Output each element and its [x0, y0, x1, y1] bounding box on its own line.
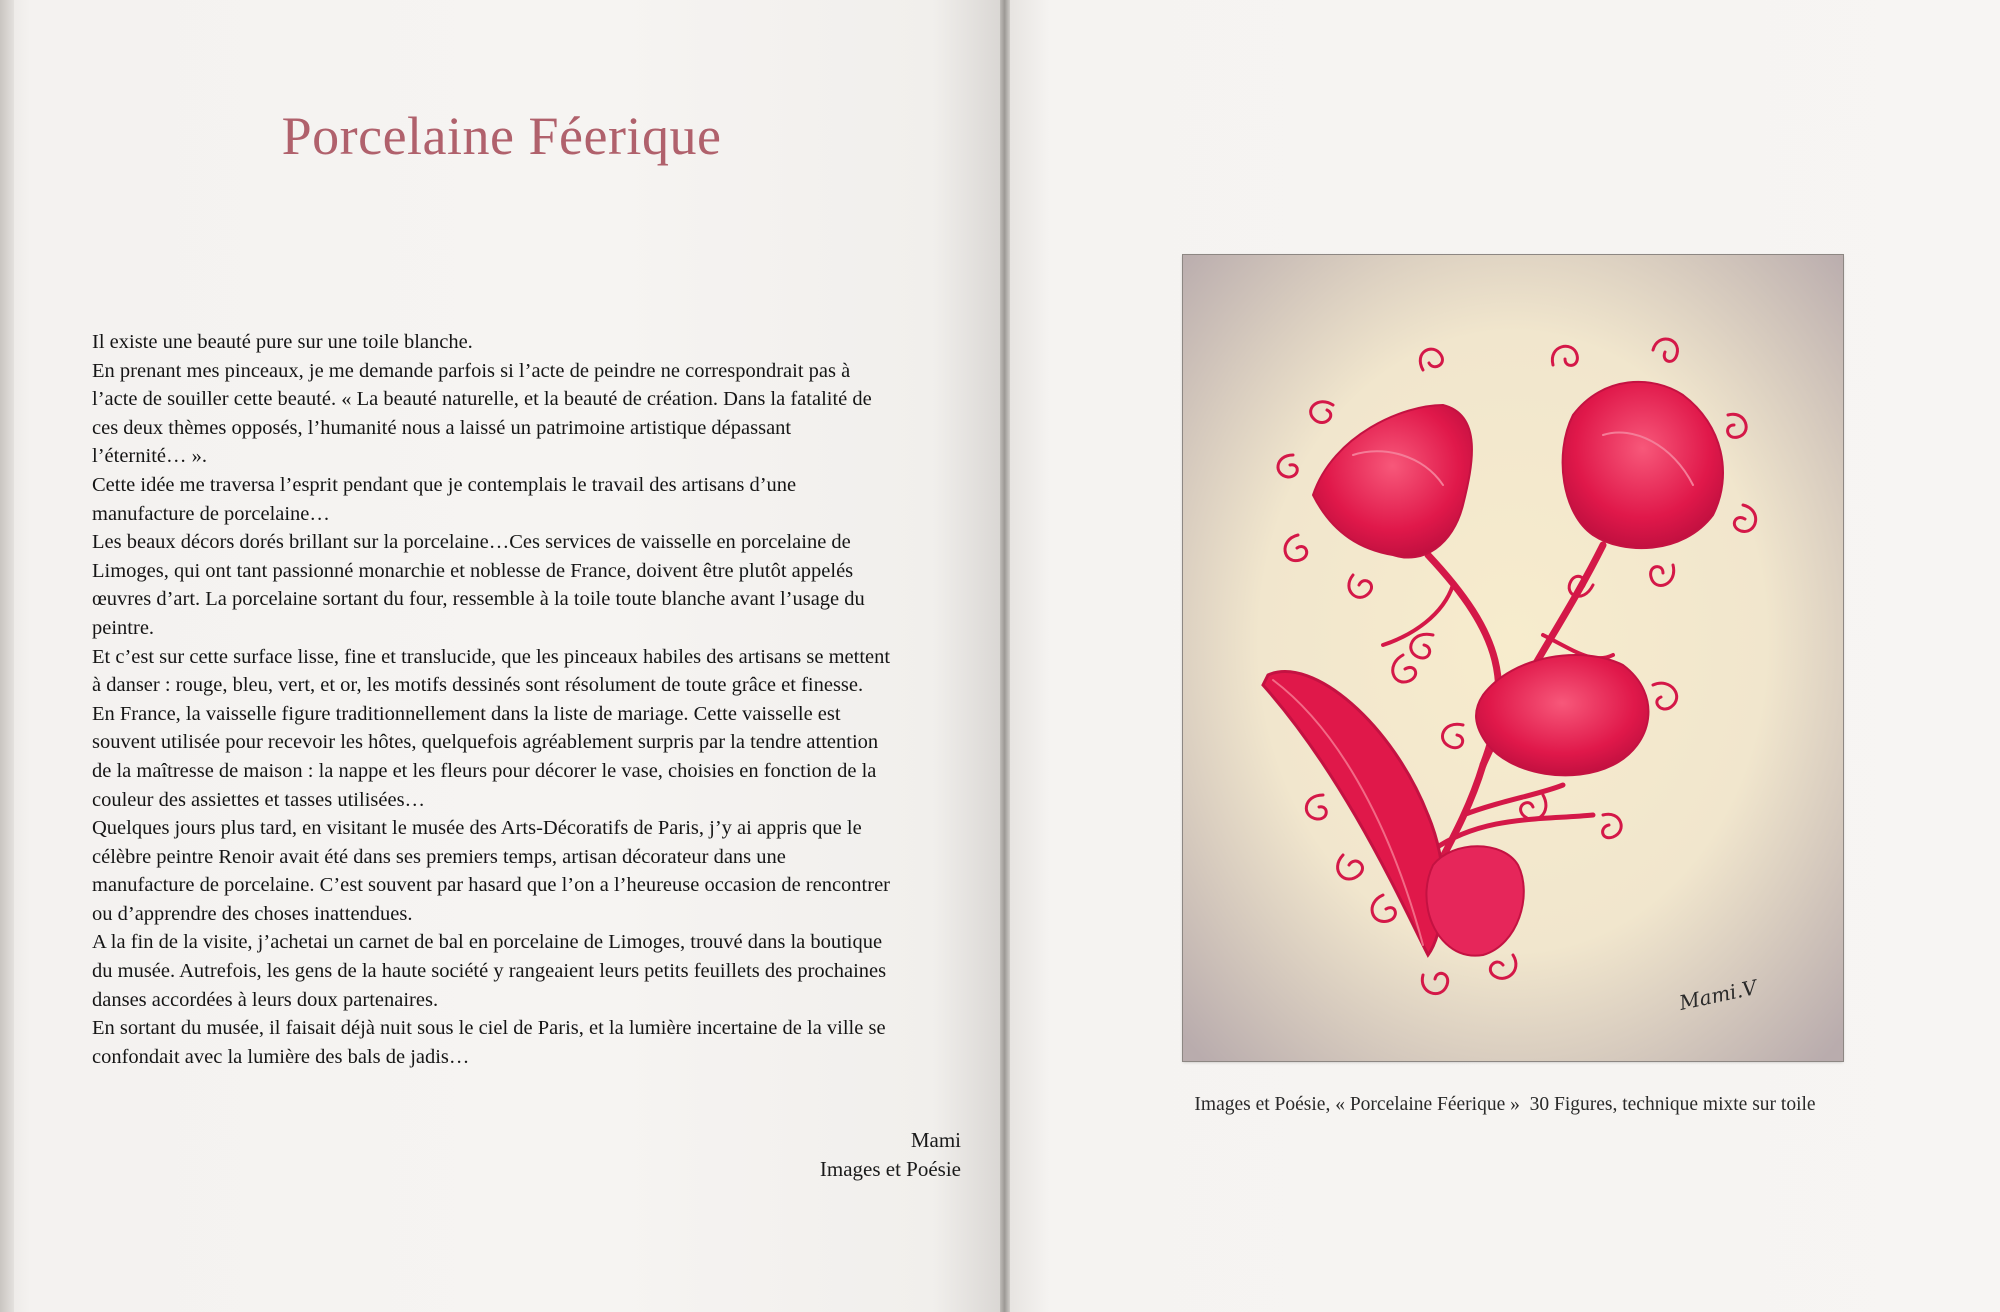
text-line: œuvres d’art. La porcelaine sortant du four, ressemble à la toile toute blanche avant l’usage du	[92, 588, 865, 611]
text-line: En prenant mes pinceaux, je me demande parfois si l’acte de peindre ne correspondrait pas à	[92, 359, 851, 382]
painting-signature: Mami.V	[1677, 975, 1759, 1015]
text-line: à danser : rouge, bleu, vert, et or, les motifs dessinés sont résolument de toute grâce et finesse.	[92, 674, 864, 697]
text-line: manufacture de porcelaine. C’est souvent par hasard que l’on a l’heureuse occasion de rencontrer	[92, 874, 891, 897]
text-line: l’éternité… ».	[92, 445, 207, 468]
text-line: peintre.	[92, 616, 155, 639]
text-line: manufacture de porcelaine…	[92, 502, 330, 525]
text-line: Et c’est sur cette surface lisse, fine et translucide, que les pinceaux habiles des artisans se mettent	[92, 645, 891, 668]
text-line: Quelques jours plus tard, en visitant le musée des Arts-Décoratifs de Paris, j’y ai appris que le	[92, 817, 862, 840]
text-line: En sortant du musée, il faisait déjà nuit sous le ciel de Paris, et la lumière incertaine de la ville se	[92, 1017, 886, 1040]
text-line: du musée. Autrefois, les gens de la haute société y rangeaient leurs petits feuillets des prochaines	[92, 960, 887, 983]
text-line: souvent utilisée pour recevoir les hôtes, quelquefois agréablement surpris par la tendre attention	[92, 731, 879, 754]
text-line: A la fin de la visite, j’achetai un carnet de bal en porcelaine de Limoges, trouvé dans la boutique	[92, 931, 883, 954]
text-line: ou d’apprendre des choses inattendues.	[92, 902, 413, 925]
book-gutter	[1000, 0, 1010, 1312]
author-signature	[820, 1126, 961, 1184]
text-line: l’acte de souiller cette beauté. « La beauté naturelle, et la beauté de création. Dans la fatalité de	[92, 388, 872, 411]
text-line: confondait avec la lumière des bals de jadis…	[92, 1045, 470, 1068]
essay-text	[92, 328, 972, 1071]
text-line: ces deux thèmes opposés, l’humanité nous a laissé un patrimoine artistique dépassant	[92, 416, 792, 439]
page-edge	[0, 0, 14, 1312]
text-line: danses accordées à leurs doux partenaires.	[92, 988, 439, 1011]
author-subtitle: Images et Poésie	[819, 1157, 961, 1181]
author-name: Mami	[910, 1128, 961, 1152]
text-line: Il existe une beauté pure sur une toile blanche.	[92, 331, 473, 353]
text-line: célèbre peintre Renoir avait été dans ses premiers temps, artisan décorateur dans une	[92, 845, 786, 868]
text-line: couleur des assiettes et tasses utilisées…	[92, 788, 426, 811]
text-line: Cette idée me traversa l’esprit pendant que je contemplais le travail des artisans d’une	[92, 473, 797, 496]
text-line: Limoges, qui ont tant passionné monarchie et noblesse de France, doivent être plutôt appelés	[92, 559, 854, 582]
text-line: Les beaux décors dorés brillant sur la porcelaine…Ces services de vaisselle en porcelaine de	[92, 531, 851, 554]
text-line: En France, la vaisselle figure traditionnellement dans la liste de mariage. Cette vaisselle est	[92, 702, 841, 725]
text-line: de la maîtresse de maison : la nappe et les fleurs pour décorer le vase, choisies en fonction de la	[92, 759, 877, 782]
flower-painting	[1183, 255, 1843, 1061]
page-title: Porcelaine Féerique	[281, 106, 722, 166]
painting-canvas	[1183, 255, 1843, 1061]
canvas-background	[1183, 255, 1843, 1061]
artwork-caption: Images et Poésie, « Porcelaine Féerique » 30 Figures, technique mixte sur toile	[1194, 1094, 1816, 1115]
